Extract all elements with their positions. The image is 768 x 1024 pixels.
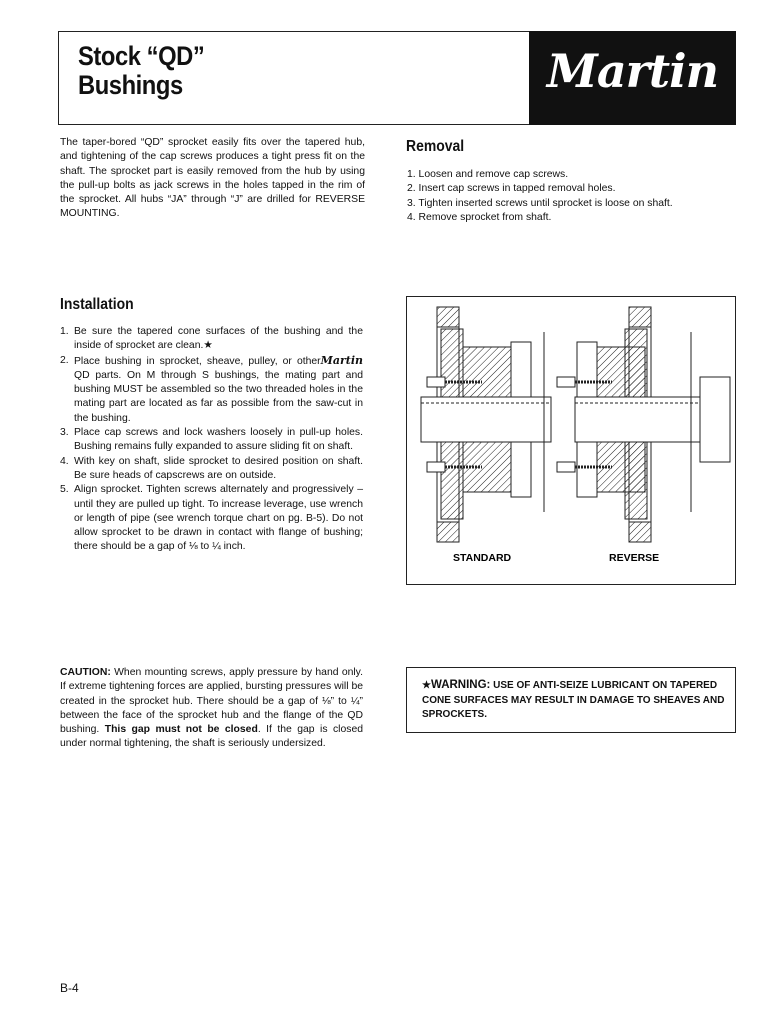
standard-label: STANDARD: [453, 552, 512, 564]
removal-heading: Removal: [406, 138, 465, 155]
reverse-assembly: [557, 307, 730, 542]
standard-assembly: [421, 307, 551, 542]
martin-logo: Martin: [546, 44, 719, 98]
installation-heading: Installation: [60, 296, 134, 313]
installation-step: 2. Place bushing in sprocket, sheave, pulley, or otherMartin QD parts. On M through S bushings, the mating part and bushing MUST be assembled so the two threaded holes in the mating part are located as far as possible from the saw-cut in the bushing.: [60, 353, 363, 424]
caution-paragraph: CAUTION: When mounting screws, apply pressure by hand only. If extreme tightening forces are applied, bursting pressures will be created in the sprocket hub. There should be a gap of ⅛” to ¼” between the face of the sprocket hub and the flange of the QD bushing. This gap must not be closed. If the gap is closed under normal tightening, the shaft is seriously undersized.: [60, 667, 364, 750]
caution-label: CAUTION:: [60, 667, 111, 678]
star-icon: ★: [422, 680, 431, 691]
installation-step: 1. Be sure the tapered cone surfaces of the bushing and the inside of sprocket are clean.★: [60, 326, 363, 352]
martin-inline-logo: Martin: [320, 353, 363, 367]
removal-list: [407, 168, 727, 225]
mounting-diagram: [407, 297, 735, 584]
installation-list: [60, 325, 363, 555]
mounting-figure: [406, 296, 736, 585]
installation-step: 4. With key on shaft, slide sprocket to desired position on shaft. Be sure heads of capscrews are on outside.: [60, 455, 363, 481]
removal-step: 1. Loosen and remove cap screws.: [407, 169, 569, 180]
removal-step: 4. Remove sprocket from shaft.: [407, 211, 552, 223]
removal-step: 2. Insert cap screws in tapped removal holes.: [407, 183, 616, 195]
page-number: B-4: [60, 981, 79, 995]
installation-step: 5. Align sprocket. Tighten screws alternately and progressively – until they are pulled up tight. To increase leverage, use wrench or length of pipe (see wrench torque chart on pg. B-5). Do not allow sprocket to be drawn in contact with flange of bushing; there should be a gap of ⅛ to ¼ inch.: [60, 484, 363, 553]
warning-text: ★WARNING: USE OF ANTI-SEIZE LUBRICANT ON TAPERED CONE SURFACES MAY RESULT IN DAMAGE TO SHEAVES AND SPROCKETS.: [422, 679, 725, 720]
removal-step: 3. Tighten inserted screws until sprocket is loose on shaft.: [407, 197, 673, 209]
page-title: Stock “QD” Bushings: [78, 41, 205, 100]
reverse-label: REVERSE: [609, 552, 660, 564]
intro-paragraph: The taper-bored “QD” sprocket easily fits over the tapered hub, and tightening of the cap screws produces a tight press fit on the shaft. The sprocket part is easily removed from the hub by using the pull-up bolts as jack screws in the holes tapped in the rim of the sprocket. All hubs “JA” through “J” are drilled for REVERSE MOUNTING.: [60, 137, 365, 220]
installation-step: 3. Place cap screws and lock washers loosely in pull-up holes. Bushing remains fully expanded to assure sliding fit on shaft.: [60, 427, 363, 453]
warning-label: WARNING:: [430, 679, 491, 691]
